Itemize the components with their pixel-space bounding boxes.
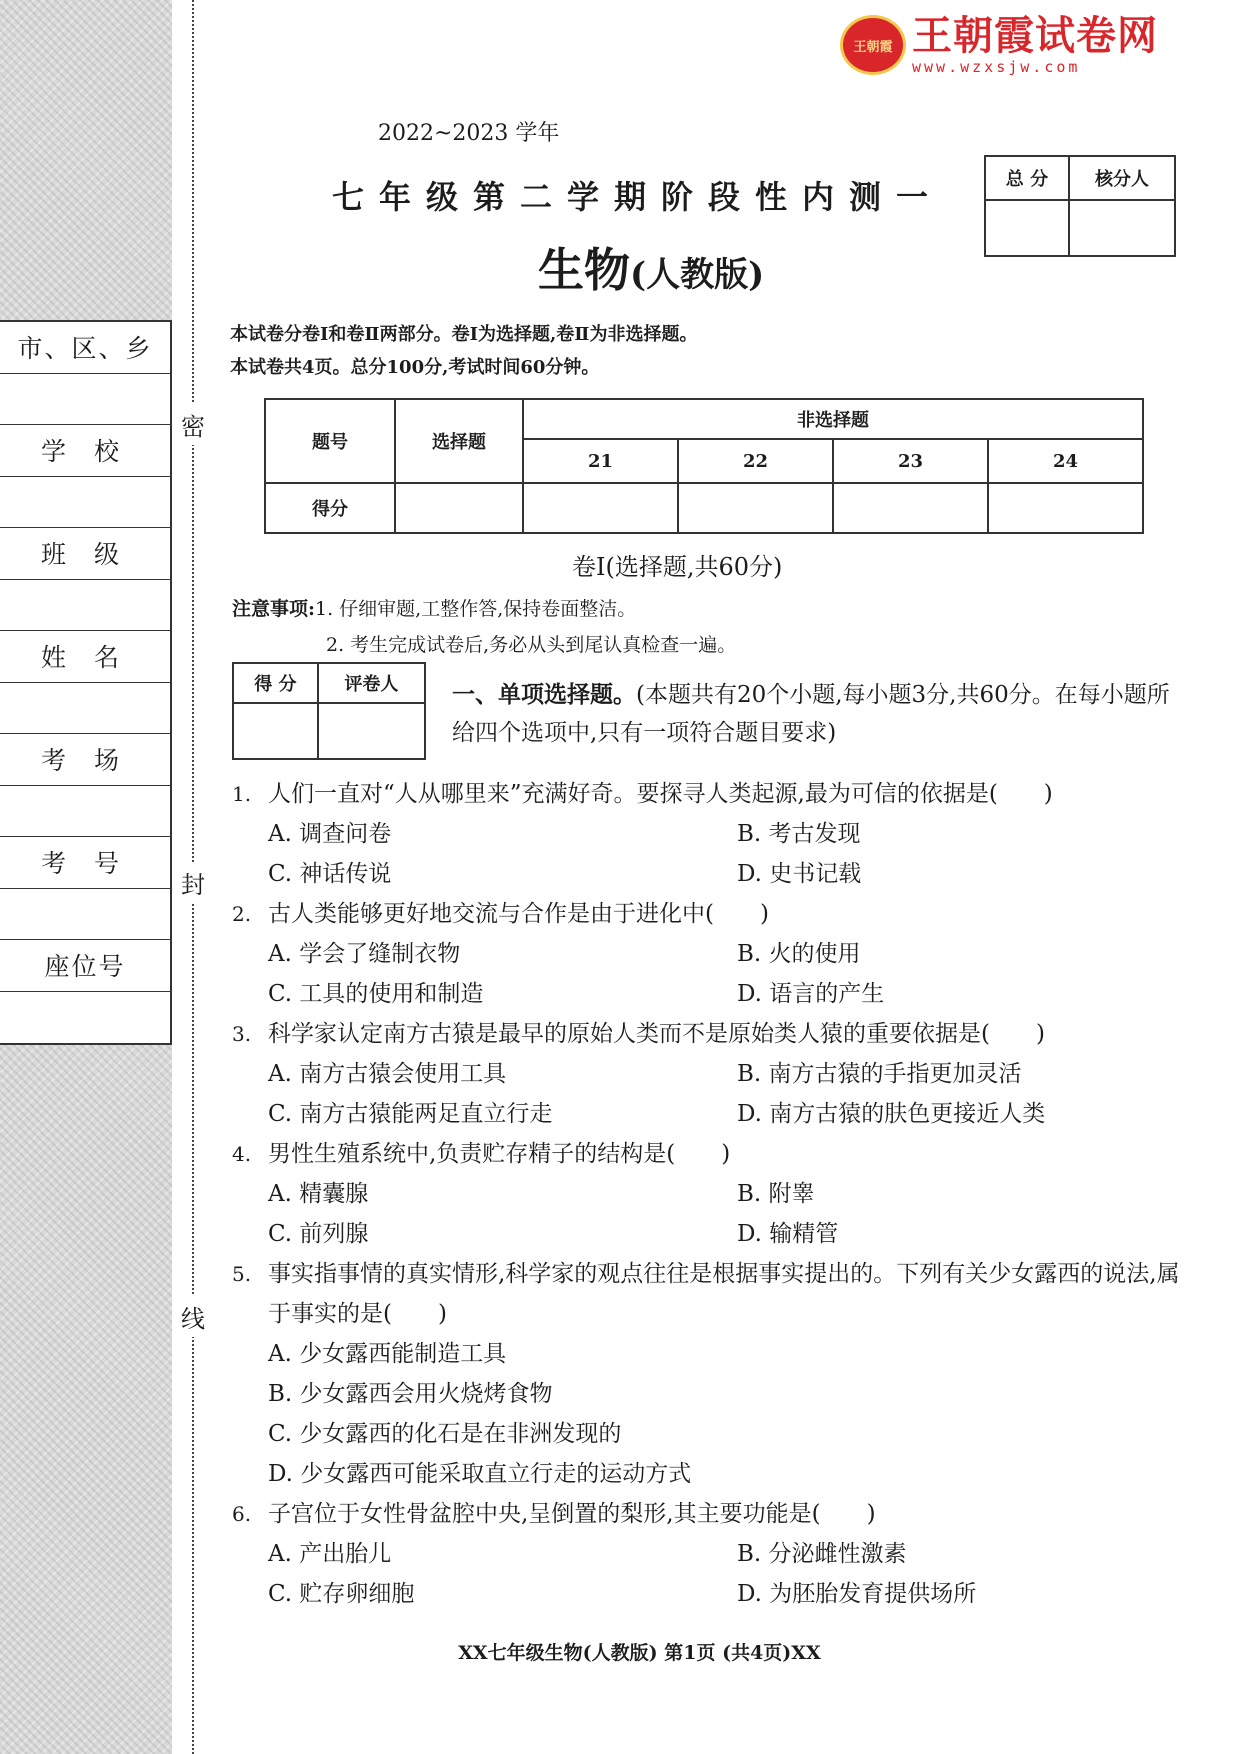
grader-name-cell[interactable] (318, 703, 425, 759)
answer-option[interactable]: B. 少女露西会用火烧烤食物 (268, 1381, 553, 1407)
question-list (232, 774, 1182, 1614)
subject-name: 生物 (538, 243, 630, 297)
field-exam-number-blank[interactable] (0, 889, 170, 941)
field-region-blank[interactable] (0, 374, 170, 426)
question-item (232, 1494, 1182, 1614)
intro-line: 本试卷共4页。总分100分,考试时间60分钟。 (230, 357, 600, 378)
score-question-number: 22 (678, 439, 833, 483)
question-item (232, 1134, 1182, 1254)
answer-option[interactable]: D. 为胚胎发育提供场所 (737, 1581, 977, 1607)
note-item: 2. 考生完成试卷后,务必从头到尾认真检查一遍。 (326, 634, 737, 656)
answer-option[interactable]: A. 产出胎儿 (268, 1541, 392, 1567)
seal-char-mi: 密 (181, 404, 205, 445)
question-stem: 古人类能够更好地交流与合作是由于进化中( ) (268, 901, 769, 927)
answer-option[interactable]: A. 调查问卷 (268, 821, 392, 847)
question-item (232, 1014, 1182, 1134)
seal-char-xian: 线 (181, 1296, 205, 1337)
answer-option[interactable]: A. 南方古猿会使用工具 (268, 1061, 507, 1087)
answer-option[interactable]: A. 学会了缝制衣物 (268, 941, 461, 967)
school-year: 2022~2023 学年 (378, 121, 560, 146)
answer-option[interactable]: A. 精囊腺 (268, 1181, 369, 1207)
score-col-label: 题号 (265, 399, 395, 483)
answer-option[interactable]: D. 南方古猿的肤色更接近人类 (737, 1101, 1046, 1127)
field-seat: 座位号 (0, 940, 170, 992)
field-seat-blank[interactable] (0, 992, 170, 1044)
checker-cell[interactable] (1069, 200, 1175, 256)
logo-emblem-icon: 王朝霞 (840, 15, 906, 75)
field-exam-room-blank[interactable] (0, 786, 170, 838)
score-choice-header: 选择题 (395, 399, 523, 483)
part-description: (本题共有20个小题,每小题3分,共60分。在每小题所给四个选项中,只有一项符合题目要求) (452, 682, 1170, 746)
field-exam-number: 考 号 (0, 837, 170, 889)
question-stem: 男性生殖系统中,负责贮存精子的结构是( ) (268, 1141, 731, 1167)
notes-label: 注意事项: (232, 598, 316, 620)
answer-option[interactable]: D. 史书记载 (737, 861, 862, 887)
score-cell[interactable] (395, 483, 523, 533)
score-question-number: 21 (523, 439, 678, 483)
question-number: 3. (232, 1022, 252, 1046)
score-table (264, 398, 1144, 534)
field-name-blank[interactable] (0, 683, 170, 735)
answer-option[interactable]: B. 附睾 (737, 1181, 815, 1207)
field-name: 姓 名 (0, 631, 170, 683)
seal-char-feng: 封 (181, 862, 205, 903)
field-class-blank[interactable] (0, 580, 170, 632)
total-score-box (984, 155, 1176, 257)
intro-line: 本试卷分卷Ⅰ和卷Ⅱ两部分。卷Ⅰ为选择题,卷Ⅱ为非选择题。 (230, 324, 698, 345)
exam-subject (538, 234, 764, 300)
answer-option[interactable]: D. 输精管 (737, 1221, 839, 1247)
answer-option[interactable]: C. 南方古猿能两足直立行走 (268, 1101, 553, 1127)
question-number: 2. (232, 902, 252, 926)
question-item (232, 774, 1182, 894)
answer-option[interactable]: C. 工具的使用和制造 (268, 981, 484, 1007)
question-number: 5. (232, 1262, 252, 1286)
score-row-label: 得分 (265, 483, 395, 533)
question-stem: 人们一直对“人从哪里来”充满好奇。要探寻人类起源,最为可信的依据是( ) (268, 781, 1053, 807)
field-school: 学 校 (0, 425, 170, 477)
question-item (232, 894, 1182, 1014)
answer-option[interactable]: B. 火的使用 (737, 941, 861, 967)
grader-box (232, 662, 426, 760)
question-stem: 事实指事情的真实情形,科学家的观点往往是根据事实提出的。下列有关少女露西的说法,属于事实的是( ) (268, 1261, 1180, 1327)
answer-option[interactable]: D. 语言的产生 (737, 981, 885, 1007)
answer-option[interactable]: A. 少女露西能制造工具 (268, 1341, 507, 1367)
answer-option[interactable]: B. 分泌雌性激素 (737, 1541, 907, 1567)
score-cell[interactable] (988, 483, 1143, 533)
grader-score-label: 得 分 (233, 663, 318, 703)
answer-option[interactable]: C. 前列腺 (268, 1221, 369, 1247)
part-heading (452, 676, 1182, 752)
question-item (232, 1254, 1182, 1494)
subject-edition: (人教版) (630, 255, 765, 295)
field-exam-room: 考 场 (0, 734, 170, 786)
total-score-cell[interactable] (985, 200, 1069, 256)
site-logo (840, 14, 1158, 76)
field-region: 市、区、乡 (0, 322, 170, 374)
logo-name: 王朝霞试卷网 (912, 13, 1158, 59)
score-non-choice-header: 非选择题 (523, 399, 1143, 439)
answer-option[interactable]: B. 南方古猿的手指更加灵活 (737, 1061, 1022, 1087)
score-cell[interactable] (523, 483, 678, 533)
exam-title: 七年级第二学期阶段性内测一 (332, 178, 944, 216)
exam-notes (232, 591, 736, 663)
question-stem: 子宫位于女性骨盆腔中央,呈倒置的梨形,其主要功能是( ) (268, 1501, 876, 1527)
score-question-number: 24 (988, 439, 1143, 483)
field-class: 班 级 (0, 528, 170, 580)
answer-option[interactable]: C. 贮存卵细胞 (268, 1581, 415, 1607)
part-title: 一、单项选择题。 (452, 682, 636, 708)
score-cell[interactable] (678, 483, 833, 533)
question-number: 6. (232, 1502, 252, 1526)
grader-score-cell[interactable] (233, 703, 318, 759)
note-item: 1. 仔细审题,工整作答,保持卷面整洁。 (315, 598, 637, 620)
answer-option[interactable]: B. 考古发现 (737, 821, 861, 847)
page-footer: XX七年级生物(人教版) 第1页 (共4页)XX (458, 1642, 821, 1664)
answer-option[interactable]: D. 少女露西可能采取直立行走的运动方式 (268, 1461, 692, 1487)
grader-name-label: 评卷人 (318, 663, 425, 703)
question-number: 1. (232, 782, 252, 806)
answer-option[interactable]: C. 神话传说 (268, 861, 392, 887)
total-score-label: 总 分 (985, 156, 1069, 200)
score-question-number: 23 (833, 439, 988, 483)
answer-option[interactable]: C. 少女露西的化石是在非洲发现的 (268, 1421, 622, 1447)
field-school-blank[interactable] (0, 477, 170, 529)
section-title: 卷Ⅰ(选择题,共60分) (572, 553, 783, 581)
student-info-box (0, 320, 172, 1045)
logo-url: www.wzxsjw.com (912, 58, 1081, 76)
question-stem: 科学家认定南方古猿是最早的原始人类而不是原始类人猿的重要依据是( ) (268, 1021, 1045, 1047)
checker-label: 核分人 (1069, 156, 1175, 200)
question-number: 4. (232, 1142, 252, 1166)
exam-intro (230, 318, 697, 384)
score-cell[interactable] (833, 483, 988, 533)
